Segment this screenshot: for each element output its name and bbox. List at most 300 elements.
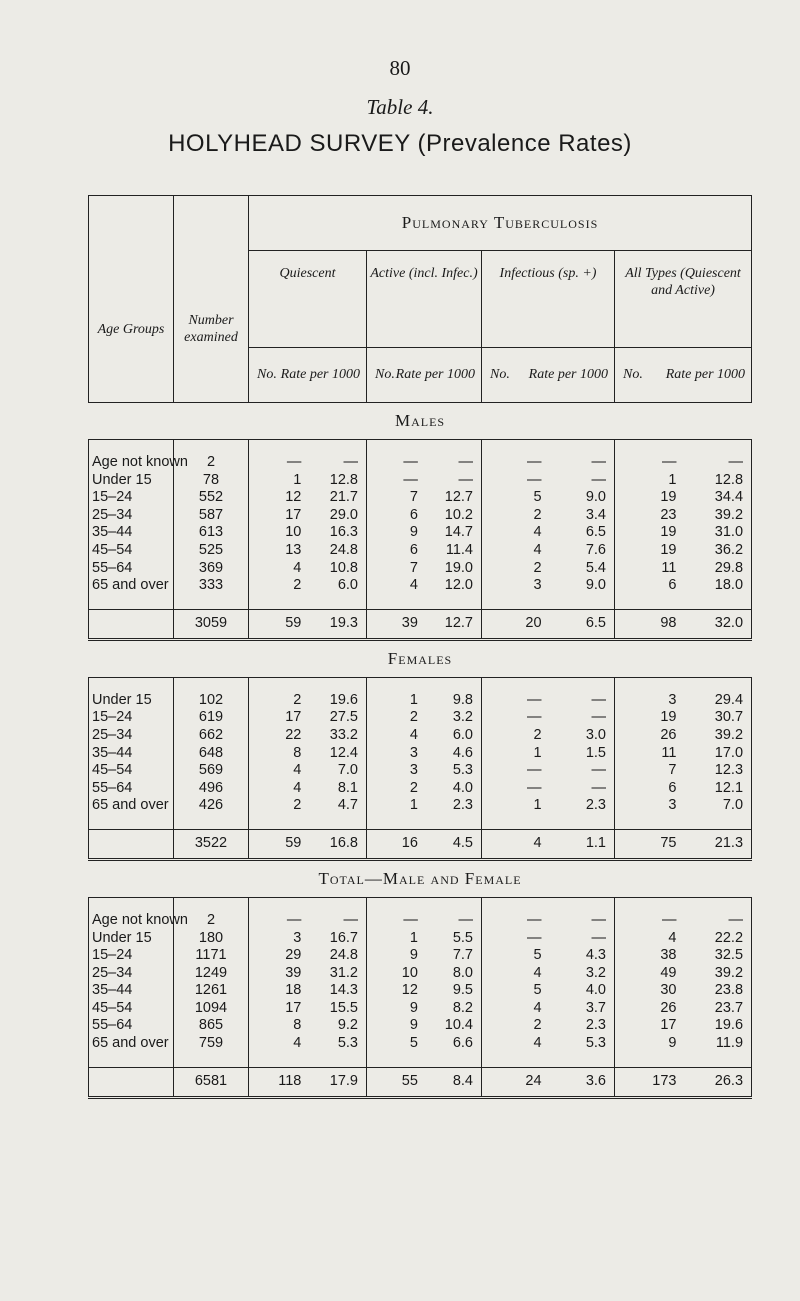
total-count: 75 [660, 835, 677, 852]
rate-value: 6.0 [452, 726, 473, 743]
number-examined: 1094 [174, 1000, 249, 1018]
count-value: 12 [285, 489, 302, 506]
total-rate: 26.3 [714, 1072, 744, 1089]
rate-value: 4.0 [452, 779, 473, 796]
count-value: 1 [409, 691, 418, 708]
count-value: 11 [661, 744, 677, 761]
number-examined: 569 [174, 762, 249, 780]
rate-value: — [591, 762, 606, 779]
count-value: 10 [285, 524, 302, 541]
rate-value: 12.1 [714, 779, 744, 796]
rate-value: 9.0 [585, 577, 606, 594]
count-value: — [527, 779, 542, 796]
total-row [89, 1067, 752, 1097]
rate-value: 1.5 [585, 744, 606, 761]
count-value: 2 [533, 1017, 542, 1034]
rate-value: 8.2 [452, 999, 473, 1016]
count-value: 2 [533, 726, 542, 743]
rate-value: 3.0 [585, 726, 606, 743]
rate-value: — [728, 911, 744, 928]
rate-value: 30.7 [714, 709, 744, 726]
table-row [89, 1000, 752, 1018]
count-value: 39 [285, 964, 302, 981]
age-group: 15–24 [89, 947, 174, 965]
count-value: 5 [533, 489, 542, 506]
count-value: 9 [409, 947, 418, 964]
count-value: 30 [660, 982, 677, 999]
rate-label: Rate per 1000 [280, 367, 360, 382]
table-title: HOLYHEAD SURVEY (Prevalence Rates) [168, 130, 632, 157]
age-group: Under 15 [89, 692, 174, 710]
table-row [89, 965, 752, 983]
total-rate: 21.3 [714, 835, 744, 852]
count-value: 4 [293, 779, 302, 796]
count-value: 18 [285, 982, 302, 999]
rate-value: 4.6 [452, 744, 473, 761]
rate-value: 4.0 [585, 982, 606, 999]
table-row [89, 709, 752, 727]
no-rate-subheader [367, 348, 482, 403]
count-value: — [527, 691, 542, 708]
total-rate: 8.4 [452, 1072, 473, 1089]
no-rate-subheader [615, 348, 752, 403]
rate-value: 21.7 [329, 489, 358, 506]
total-rate: 6.5 [585, 614, 606, 631]
age-group: 55–64 [89, 560, 174, 578]
rate-label: Rate per 1000 [665, 367, 746, 382]
table-row [89, 577, 752, 595]
rate-value: 6.5 [585, 524, 606, 541]
count-value: 3 [409, 744, 418, 761]
count-value: 1 [668, 471, 677, 488]
count-value: 3 [293, 929, 302, 946]
rate-value: 23.8 [714, 982, 744, 999]
section-title: Total—Male and Female [89, 859, 752, 897]
count-value: 3 [668, 797, 677, 814]
count-value: 6 [409, 541, 418, 558]
age-group: 45–54 [89, 1000, 174, 1018]
rate-value: 17.0 [714, 744, 744, 761]
count-value: — [403, 454, 418, 470]
count-value: 26 [660, 999, 677, 1016]
table-row [89, 489, 752, 507]
table-row [89, 507, 752, 525]
total-count: 59 [285, 614, 302, 631]
count-value: — [527, 762, 542, 779]
count-value: 19 [660, 709, 677, 726]
number-examined: 1261 [174, 982, 249, 1000]
number-examined: 496 [174, 780, 249, 798]
number-examined: 662 [174, 727, 249, 745]
prevalence-table [88, 195, 751, 1099]
age-group: 55–64 [89, 1017, 174, 1035]
table-row [89, 1017, 752, 1035]
age-group: 25–34 [89, 727, 174, 745]
rate-value: 12.0 [444, 577, 473, 594]
rate-value: 8.1 [337, 779, 358, 796]
count-value: 2 [409, 709, 418, 726]
number-examined: 426 [174, 797, 249, 815]
rate-value: 4.3 [585, 947, 606, 964]
rate-value: 5.3 [452, 762, 473, 779]
rate-value: 39.2 [714, 964, 744, 981]
count-value: 1 [409, 929, 418, 946]
count-value: 6 [668, 779, 677, 796]
number-examined: 1249 [174, 965, 249, 983]
rate-value: 6.0 [337, 577, 358, 594]
count-value: 17 [285, 709, 302, 726]
total-rate: 16.8 [329, 835, 358, 852]
count-value: — [527, 471, 542, 488]
rate-value: 3.7 [585, 999, 606, 1016]
number-examined: 180 [174, 930, 249, 948]
total-row [89, 609, 752, 639]
count-value: 3 [668, 691, 677, 708]
rate-value: 3.4 [585, 506, 606, 523]
table-row [89, 780, 752, 798]
count-value: 5 [533, 947, 542, 964]
count-value: — [527, 709, 542, 726]
total-rate: 19.3 [329, 614, 358, 631]
count-value: 13 [285, 541, 302, 558]
rate-value: 11.4 [445, 541, 473, 558]
count-value: 8 [293, 744, 302, 761]
count-value: 2 [293, 691, 302, 708]
count-value: 4 [668, 929, 677, 946]
rate-value: 5.3 [337, 1035, 358, 1052]
no-label: No. [490, 367, 510, 382]
table-row [89, 542, 752, 560]
rate-value: 5.5 [452, 929, 473, 946]
rate-value: — [591, 454, 606, 470]
total-count: 16 [401, 835, 418, 852]
number-examined: 102 [174, 692, 249, 710]
total-count: 118 [278, 1072, 302, 1089]
age-group: 65 and over [89, 1035, 174, 1053]
rate-value: 5.3 [585, 1035, 606, 1052]
table-row [89, 727, 752, 745]
total-rate: 1.1 [585, 835, 606, 852]
rate-value: 24.8 [329, 541, 358, 558]
count-value: 4 [293, 1035, 302, 1052]
rate-value: 9.2 [337, 1017, 358, 1034]
rate-value: 11.9 [715, 1035, 744, 1052]
table-row [89, 930, 752, 948]
age-group: Age not known [89, 912, 174, 930]
age-group: 35–44 [89, 745, 174, 763]
count-value: — [403, 911, 418, 928]
total-rate: 32.0 [714, 614, 744, 631]
rate-value: 3.2 [452, 709, 473, 726]
rate-value: — [343, 454, 358, 470]
age-group: 65 and over [89, 577, 174, 595]
rate-value: 31.0 [714, 524, 744, 541]
table-row [89, 947, 752, 965]
table-row [89, 454, 752, 472]
rate-value: 22.2 [714, 929, 744, 946]
rate-value: 29.0 [329, 506, 358, 523]
total-row [89, 829, 752, 859]
table-row [89, 762, 752, 780]
rate-value: 36.2 [714, 541, 744, 558]
total-count: 4 [533, 835, 542, 852]
rate-value: 34.4 [714, 489, 744, 506]
count-value: 8 [293, 1017, 302, 1034]
age-group: Age not known [89, 454, 174, 472]
count-value: 12 [401, 982, 418, 999]
table-row [89, 797, 752, 815]
count-value: 9 [409, 999, 418, 1016]
number-examined: 1171 [174, 947, 249, 965]
count-value: 17 [660, 1017, 677, 1034]
rate-value: 19.0 [444, 559, 473, 576]
age-group: 35–44 [89, 524, 174, 542]
count-value: 5 [409, 1035, 418, 1052]
infectious-header: Infectious (sp. +) [482, 251, 615, 348]
rate-value: 6.6 [452, 1035, 473, 1052]
rate-value: 16.3 [329, 524, 358, 541]
rate-value: 29.4 [714, 691, 744, 708]
count-value: 1 [533, 744, 542, 761]
rate-value: 9.8 [452, 691, 473, 708]
rate-value: — [458, 911, 473, 928]
rate-value: 12.8 [714, 471, 744, 488]
rate-value: 12.7 [444, 489, 473, 506]
rate-value: 4.7 [337, 797, 358, 814]
count-value: 26 [660, 726, 677, 743]
count-value: 1 [409, 797, 418, 814]
rate-value: — [343, 911, 358, 928]
count-value: 7 [409, 489, 418, 506]
total-count: 55 [401, 1072, 418, 1089]
rate-value: — [591, 911, 606, 928]
count-value: 2 [293, 577, 302, 594]
number-examined: 369 [174, 560, 249, 578]
all-types-header: All Types (Quiescent and Active) [615, 251, 752, 348]
count-value: 2 [409, 779, 418, 796]
rate-value: 19.6 [714, 1017, 744, 1034]
age-group: 25–34 [89, 507, 174, 525]
count-value: 9 [409, 524, 418, 541]
age-group: Under 15 [89, 472, 174, 490]
pulmonary-tb-header: Pulmonary Tuberculosis [249, 196, 752, 251]
age-group: 35–44 [89, 982, 174, 1000]
section-title: Males [89, 403, 752, 440]
rate-value: 14.3 [329, 982, 358, 999]
number-examined: 525 [174, 542, 249, 560]
count-value: 4 [409, 577, 418, 594]
count-value: 4 [533, 541, 542, 558]
total-rate: 12.7 [444, 614, 473, 631]
count-value: 3 [409, 762, 418, 779]
age-group: 45–54 [89, 542, 174, 560]
number-examined: 2 [174, 912, 249, 930]
rate-value: — [458, 471, 473, 488]
rate-value: 18.0 [714, 577, 744, 594]
count-value: 19 [660, 541, 677, 558]
count-value: 5 [533, 982, 542, 999]
count-value: 7 [409, 559, 418, 576]
total-count: 59 [285, 835, 302, 852]
count-value: 23 [660, 506, 677, 523]
rate-value: 12.3 [714, 762, 744, 779]
no-label: No. [375, 367, 395, 382]
number-examined: 619 [174, 709, 249, 727]
age-groups-header: Age Groups [89, 196, 174, 403]
count-value: 17 [285, 999, 302, 1016]
count-value: 4 [293, 762, 302, 779]
table-row [89, 1035, 752, 1053]
count-value: — [527, 454, 542, 470]
count-value: 49 [660, 964, 677, 981]
count-value: 4 [533, 999, 542, 1016]
number-examined: 333 [174, 577, 249, 595]
count-value: 19 [660, 489, 677, 506]
rate-value: 7.0 [722, 797, 744, 814]
number-examined: 552 [174, 489, 249, 507]
table-row [89, 745, 752, 763]
rate-value: 23.7 [714, 999, 744, 1016]
rate-value: 27.5 [329, 709, 358, 726]
count-value: 2 [293, 797, 302, 814]
count-value: — [286, 454, 302, 470]
number-examined: 78 [174, 472, 249, 490]
table-grid [88, 195, 752, 1099]
rate-value: 12.8 [329, 471, 358, 488]
rate-value: 7.7 [452, 947, 473, 964]
quiescent-header: Quiescent [249, 251, 367, 348]
count-value: — [527, 929, 542, 946]
number-examined: 613 [174, 524, 249, 542]
rate-value: — [458, 454, 473, 470]
age-group: 15–24 [89, 709, 174, 727]
no-rate-subheader [249, 348, 367, 403]
count-value: 2 [533, 506, 542, 523]
total-rate: 17.9 [329, 1072, 358, 1089]
total-examined: 3059 [174, 609, 249, 639]
count-value: 4 [533, 524, 542, 541]
rate-value: 8.0 [452, 964, 473, 981]
count-value: 11 [661, 559, 677, 576]
rate-label: Rate per 1000 [395, 367, 475, 382]
count-value: 22 [285, 726, 302, 743]
count-value: — [661, 454, 677, 470]
rate-value: 31.2 [329, 964, 358, 981]
rate-value: 29.8 [714, 559, 744, 576]
section-title: Females [89, 639, 752, 677]
rate-value: — [591, 691, 606, 708]
count-value: 7 [668, 762, 677, 779]
table-row [89, 472, 752, 490]
age-group: Under 15 [89, 930, 174, 948]
table-label: Table 4. [366, 95, 434, 119]
rate-value: 15.5 [329, 999, 358, 1016]
rate-value: 12.4 [329, 744, 358, 761]
rate-value: 14.7 [444, 524, 473, 541]
count-value: 4 [293, 559, 302, 576]
total-count: 20 [525, 614, 542, 631]
count-value: 4 [533, 1035, 542, 1052]
count-value: 19 [660, 524, 677, 541]
rate-value: — [591, 709, 606, 726]
no-label: No. [257, 367, 277, 382]
number-examined: 2 [174, 454, 249, 472]
rate-value: 9.0 [585, 489, 606, 506]
count-value: — [286, 911, 302, 928]
rate-value: 3.2 [585, 964, 606, 981]
total-count: 39 [401, 614, 418, 631]
no-rate-subheader [482, 348, 615, 403]
count-value: 1 [533, 797, 542, 814]
number-examined-header: Number examined [174, 196, 249, 403]
count-value: 4 [533, 964, 542, 981]
rate-value: 2.3 [585, 1017, 606, 1034]
rate-value: 32.5 [714, 947, 744, 964]
number-examined: 759 [174, 1035, 249, 1053]
count-value: 38 [660, 947, 677, 964]
rate-value: 2.3 [585, 797, 606, 814]
count-value: 4 [409, 726, 418, 743]
rate-value: 9.5 [452, 982, 473, 999]
count-value: 6 [409, 506, 418, 523]
count-value: 9 [668, 1035, 677, 1052]
count-value: 6 [668, 577, 677, 594]
rate-value: 33.2 [329, 726, 358, 743]
rate-value: 10.2 [444, 506, 473, 523]
count-value: 29 [285, 947, 302, 964]
rate-value: 7.6 [585, 541, 606, 558]
table-row [89, 560, 752, 578]
table-row [89, 982, 752, 1000]
rate-value: 24.8 [329, 947, 358, 964]
rate-value: 39.2 [714, 726, 744, 743]
count-value: 17 [285, 506, 302, 523]
age-group: 55–64 [89, 780, 174, 798]
rate-value: 2.3 [452, 797, 473, 814]
rate-label: Rate per 1000 [528, 367, 608, 382]
count-value: 9 [409, 1017, 418, 1034]
age-group: 65 and over [89, 797, 174, 815]
rate-value: — [591, 471, 606, 488]
count-value: — [527, 911, 542, 928]
age-group: 25–34 [89, 965, 174, 983]
total-examined: 3522 [174, 829, 249, 859]
count-value: 3 [533, 577, 542, 594]
rate-value: — [591, 779, 606, 796]
age-group: 15–24 [89, 489, 174, 507]
total-rate: 4.5 [452, 835, 473, 852]
table-row [89, 524, 752, 542]
rate-value: 19.6 [329, 691, 358, 708]
count-value: — [661, 911, 677, 928]
count-value: 2 [533, 559, 542, 576]
rate-value: — [728, 454, 744, 470]
total-count: 98 [660, 614, 677, 631]
rate-value: 10.8 [329, 559, 358, 576]
count-value: 10 [401, 964, 418, 981]
total-count: 24 [525, 1072, 542, 1089]
total-count: 173 [652, 1072, 677, 1089]
rate-value: 16.7 [329, 929, 358, 946]
total-examined: 6581 [174, 1067, 249, 1097]
total-rate: 3.6 [585, 1072, 606, 1089]
rate-value: — [591, 929, 606, 946]
count-value: 1 [293, 471, 302, 488]
rate-value: 7.0 [337, 762, 358, 779]
number-examined: 865 [174, 1017, 249, 1035]
table-row [89, 692, 752, 710]
no-label: No. [623, 367, 643, 382]
